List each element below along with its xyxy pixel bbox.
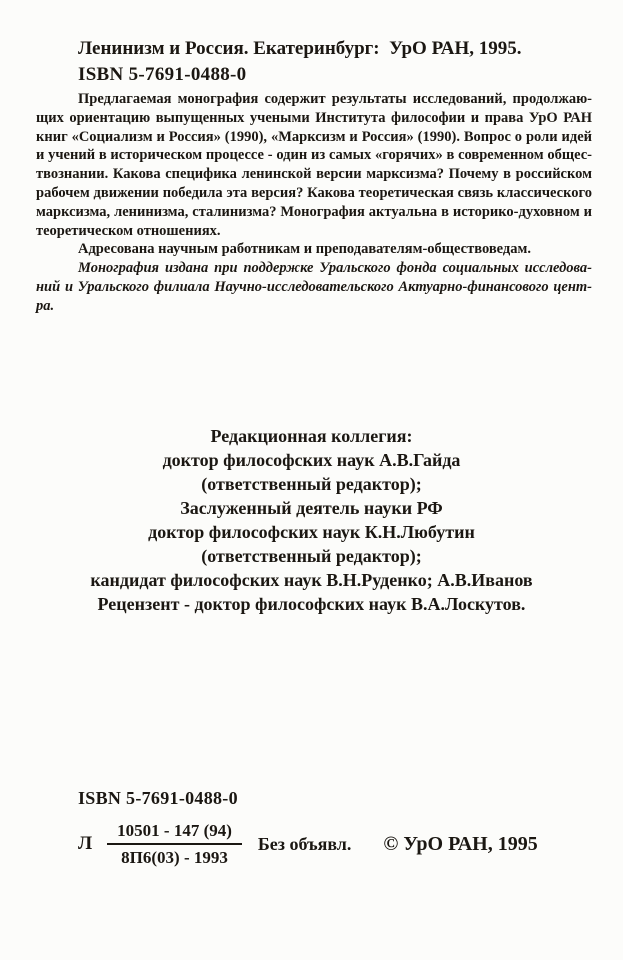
support-line: Монография издана при поддержке Уральского фонда социальных исследова- bbox=[78, 260, 592, 277]
classification-letter: Л bbox=[78, 833, 93, 854]
copyright-notice: © УрО РАН, 1995 bbox=[383, 832, 538, 855]
support-line: ний и Уральского филиала Научно-исследовательского Актуарно-финансового цент- bbox=[36, 278, 592, 295]
annotation-line: щих ориентацию выпущенных учеными Института философии и права УрО РАН bbox=[36, 109, 592, 126]
editorial-board-block bbox=[0, 424, 623, 616]
book-title: Ленинизм и Россия. Екатеринбург: УрО РАН, 1995. bbox=[78, 38, 522, 59]
support-line: ра. bbox=[36, 297, 55, 314]
editorial-line: доктор философских наук К.Н.Любутин bbox=[148, 522, 475, 542]
editorial-line: (ответственный редактор); bbox=[201, 474, 422, 494]
support-paragraph bbox=[36, 259, 592, 315]
annotation-line: книг «Социализм и Россия» (1990), «Марксизм и Россия» (1990). Вопрос о роли идей bbox=[36, 128, 592, 145]
classification-fraction bbox=[107, 820, 242, 868]
title-block bbox=[78, 36, 598, 88]
annotation-line: и учений в историческом процессе - один из самых «горячих» в современном общес- bbox=[36, 147, 592, 164]
annotation-line: марксизма, ленинизма, сталинизма? Монография актуальна в историко-духовном и bbox=[36, 203, 592, 220]
editorial-line: доктор философских наук А.В.Гайда bbox=[162, 450, 461, 470]
audience-line: Адресована научным работникам и преподавателям-обществоведам. bbox=[78, 241, 531, 258]
editorial-line: кандидат философских наук В.Н.Руденко; А.В.Иванов bbox=[90, 570, 533, 590]
fraction-denominator: 8П6(03) - 1993 bbox=[121, 848, 228, 867]
no-announcement-note: Без объявл. bbox=[257, 833, 352, 854]
classification-formula bbox=[78, 820, 538, 868]
annotation-line: теоретическом отношениях. bbox=[36, 222, 221, 239]
editorial-line: Заслуженный деятель науки РФ bbox=[180, 498, 443, 518]
editorial-line: Рецензент - доктор философских наук В.А.Лоскутов. bbox=[97, 594, 526, 614]
isbn-top: ISBN 5-7691-0488-0 bbox=[78, 64, 247, 85]
annotation-block bbox=[36, 90, 592, 316]
fraction-numerator: 10501 - 147 (94) bbox=[107, 820, 242, 845]
editorial-line: Редакционная коллегия: bbox=[210, 426, 413, 446]
annotation-line: твознании. Какова специфика ленинской версии марксизма? Почему в российском bbox=[36, 166, 592, 183]
isbn-bottom: ISBN 5-7691-0488-0 bbox=[78, 788, 238, 808]
editorial-line: (ответственный редактор); bbox=[201, 546, 422, 566]
annotation-line: рабочем движении победила эта версия? Какова теоретическая связь классического bbox=[36, 184, 592, 201]
annotation-line: Предлагаемая монография содержит результаты исследований, продолжаю- bbox=[78, 91, 592, 107]
